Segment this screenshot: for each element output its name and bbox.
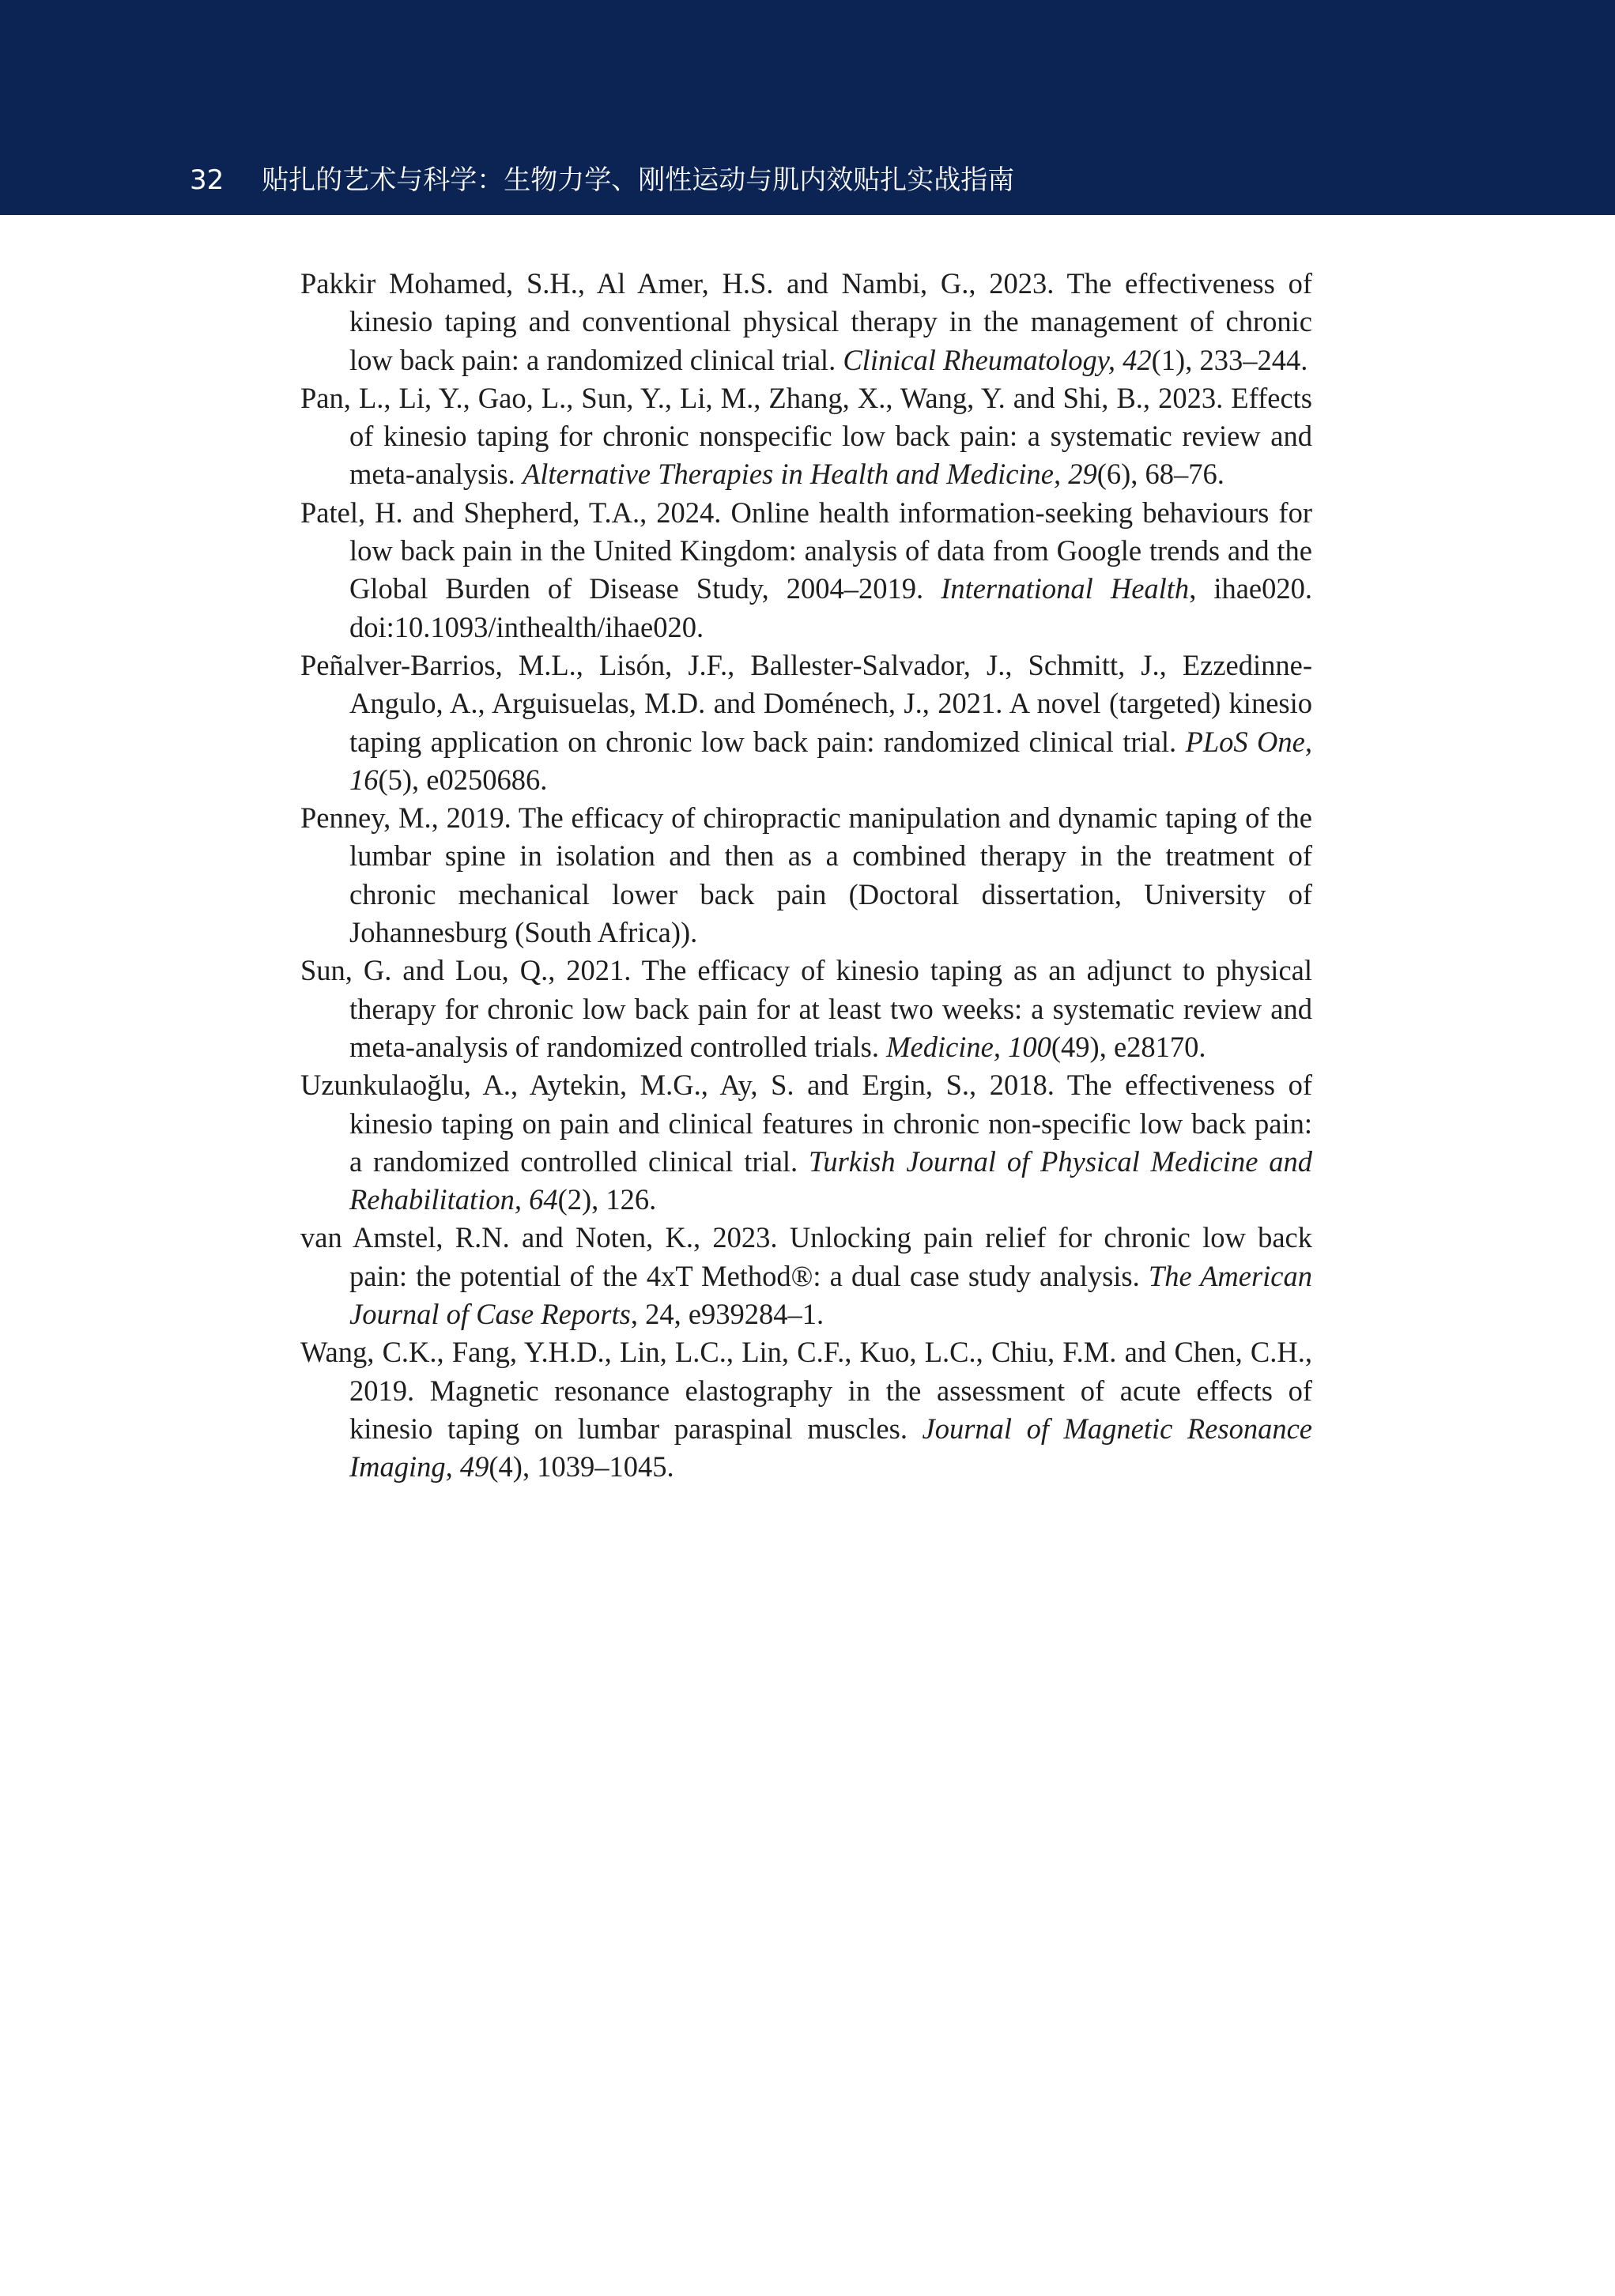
running-head (190, 158, 1014, 202)
reference-patel-2024: Patel, H. and Shepherd, T.A., 2024. Online health information-seeking behaviours for low back pain in the United Kingdom: analysis of data from Google trends and the Global Burden of Disease Study, 2004–2019. International Health, ihae020. doi:10.1093/inthealth/ihae020. (300, 496, 1313, 643)
reference-sun-2021: Sun, G. and Lou, Q., 2021. The efficacy of kinesio taping as an adjunct to physical therapy for chronic low back pain for at least two weeks: a systematic review and meta-analysis of randomized controlled trials. Medicine, 100(49), e28170. (300, 954, 1312, 1063)
book-title: 贴扎的艺术与科学：生物力学、刚性运动与肌内效贴扎实战指南 (262, 164, 1015, 196)
page-number: 32 (190, 164, 225, 196)
reference-pakkir-mohamed-2023: Pakkir Mohamed, S.H., Al Amer, H.S. and Nambi, G., 2023. The effectiveness of kinesio taping and conventional physical therapy in the management of chronic low back pain: a randomized clinical trial. Clinical Rheumatology, 42(1), 233–244. (300, 267, 1312, 376)
reference-uzunkulaoglu-2018: Uzunkulaoğlu, A., Aytekin, M.G., Ay, S. and Ergin, S., 2018. The effectiveness of kinesio taping on pain and clinical features in chronic non-specific low back pain: a randomized controlled clinical trial. Turkish Journal of Physical Medicine and Rehabilitation, 64(2), 126. (300, 1069, 1312, 1216)
reference-pan-2023: Pan, L., Li, Y., Gao, L., Sun, Y., Li, M., Zhang, X., Wang, Y. and Shi, B., 2023. Effects of kinesio taping for chronic nonspecific low back pain: a systematic review and meta-analysis. Alternative Therapies in Health and Medicine, 29(6), 68–76. (300, 381, 1312, 491)
reference-penalver-barrios-2021: Peñalver-Barrios, M.L., Lisón, J.F., Ballester-Salvador, J., Schmitt, J., Ezzedinne-Angulo, A., Arguisuelas, M.D. and Doménech, J., 2021. A novel (targeted) kinesio taping application on chronic low back pain: randomized clinical trial. PLoS One, 16(5), e0250686. (300, 648, 1312, 796)
reference-van-amstel-2023: van Amstel, R.N. and Noten, K., 2023. Unlocking pain relief for chronic low back pain: the potential of the 4xT Method®: a dual case study analysis. The American Journal of Case Reports, 24, e939284–1. (300, 1221, 1312, 1331)
reference-wang-2019: Wang, C.K., Fang, Y.H.D., Lin, L.C., Lin, C.F., Kuo, L.C., Chiu, F.M. and Chen, C.H., 2019. Magnetic resonance elastography in the assessment of acute effects of kinesio taping on lumbar paraspinal muscles. Journal of Magnetic Resonance Imaging, 49(4), 1039–1045. (300, 1336, 1312, 1484)
reference-list (300, 265, 1312, 1487)
reference-penney-2019: Penney, M., 2019. The efficacy of chiropractic manipulation and dynamic taping of the lumbar spine in isolation and then as a combined therapy in the treatment of chronic mechanical lower back pain (Doctoral dissertation, University of Johannesburg (South Africa)). (300, 801, 1312, 949)
